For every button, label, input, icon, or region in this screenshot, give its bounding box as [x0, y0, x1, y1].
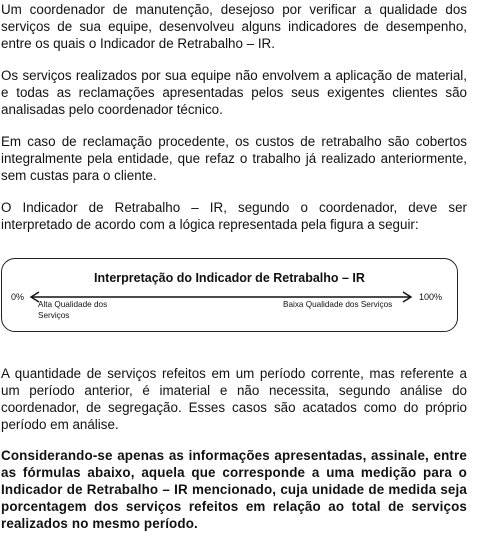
paragraph-complaints: Em caso de reclamação procedente, os custos de retrabalho são cobertos integralmente pela entidade, que refaz o trabalho já realizado anteriormente, sem custas para o cliente.: [1, 134, 467, 183]
paragraph-indicator: O Indicador de Retrabalho – IR, segundo o coordenador, deve ser interpretado de acordo com a lógica representada pela figura a seguir:: [1, 200, 467, 232]
paragraph-services: Os serviços realizados por sua equipe não envolvem a aplicação de material, e todas as reclamações apresentadas pelos seus exigentes clientes são analisadas pelo coordenador técnico.: [1, 68, 467, 117]
indicator-figure: [1, 258, 458, 332]
paragraph-question: Considerando-se apenas as informações apresentadas, assinale, entre as fórmulas abaixo, aquela que corresponde a uma medição para o Indicador de Retrabalho – IR mencionado, cuja unidade de medida seja porcentagem dos serviços refeitos em relação ao total de serviços realizados no mesmo período.: [1, 448, 467, 531]
scale-min-label: 0%: [11, 292, 25, 302]
low-quality-label: Baixa Qualidade dos Serviços: [283, 300, 393, 309]
double-arrow-icon: [2, 259, 459, 333]
paragraph-redone-services: A quantidade de serviços refeitos em um período corrente, mas referente a um período anterior, é imaterial e não necessita, segundo análise do coordenador, de segregação. Esses casos são acatados como do próprio período em análise.: [1, 366, 467, 432]
high-quality-label: Alta Qualidade dos Serviços: [38, 300, 108, 320]
scale-max-label: 100%: [419, 292, 443, 302]
paragraph-intro: Um coordenador de manutenção, desejoso por verificar a qualidade dos serviços de sua equipe, desenvolveu alguns indicadores de desempenho, entre os quais o Indicador de Retrabalho – IR.: [1, 2, 467, 51]
figure-title: Interpretação do Indicador de Retrabalho – IR: [94, 271, 365, 285]
